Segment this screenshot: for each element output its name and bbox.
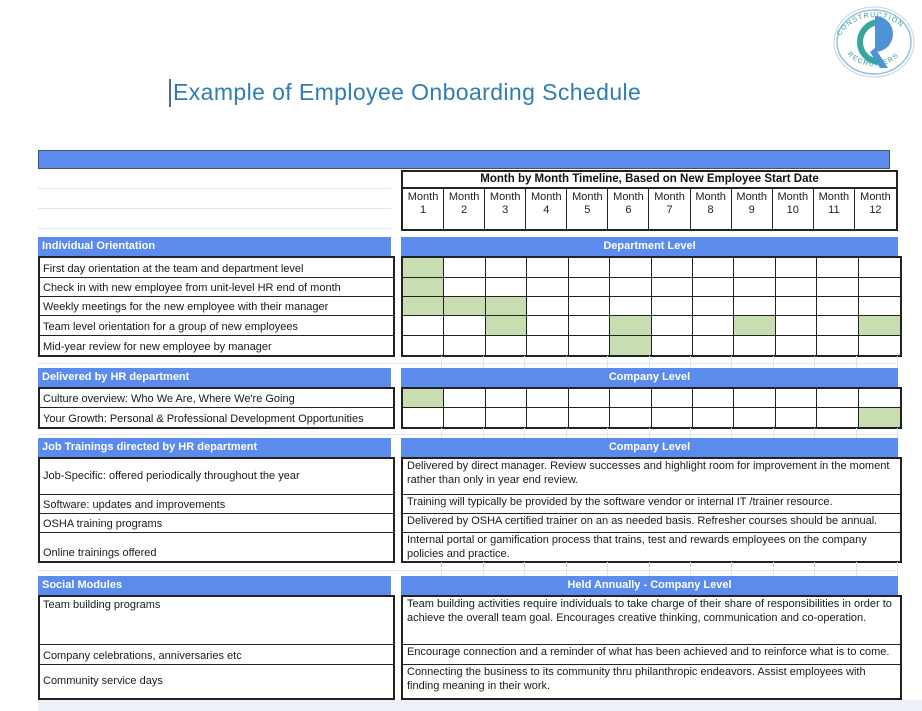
section-label-column: [38, 595, 395, 700]
section-schedule-area: [401, 457, 902, 563]
month-word: Month: [448, 191, 480, 203]
gap-gridline-cell: [567, 428, 608, 438]
empty-month-cell: [652, 297, 693, 315]
gap-gridline-cell: [691, 428, 732, 438]
empty-month-cell: [527, 278, 568, 296]
empty-month-cell: [444, 258, 485, 277]
text-cursor: [169, 79, 171, 107]
schedule-row: [403, 258, 900, 278]
schedule-row: [403, 389, 900, 408]
schedule-row: [403, 297, 900, 316]
month-word: Month: [818, 191, 850, 203]
section-label-column: [38, 457, 395, 563]
gap-gridline-cell: [525, 356, 566, 368]
empty-month-cell: [693, 408, 734, 427]
scheduled-month-cell: [444, 297, 485, 315]
empty-month-cell: [403, 408, 444, 427]
description-cell: Training will typically be provided by the software vendor or internal IT /trainer resource.: [403, 495, 900, 514]
empty-month-cell: [486, 278, 527, 296]
months-header-row: [403, 189, 896, 229]
empty-month-cell: [776, 389, 817, 407]
section-header-right: Department Level: [401, 237, 898, 256]
empty-month-cell: [444, 408, 485, 427]
empty-month-cell: [610, 297, 651, 315]
month-number: 2: [461, 204, 468, 216]
row-label-cell: Job-Specific: offered periodically throughout the year: [40, 459, 393, 495]
gap-gridline-cell: [567, 356, 608, 368]
gap-gridline-cell: [732, 562, 773, 576]
month-column-header: [732, 189, 773, 229]
month-column-header: [855, 189, 896, 229]
empty-month-cell: [569, 278, 610, 296]
gap-gridline-cell: [608, 428, 649, 438]
empty-month-cell: [527, 336, 568, 355]
description-cell: Encourage connection and a reminder of what has been achieved and to reinforce what is to come.: [403, 645, 900, 665]
section-header-left: Individual Orientation: [38, 237, 391, 256]
month-word: Month: [572, 191, 603, 203]
description-cell: Connecting the business to its community thru philanthropic endeavors. Assist employees with finding meaning in their work.: [407, 666, 866, 692]
gap-gridline-cell: [815, 562, 856, 576]
empty-month-cell: [859, 336, 900, 355]
gap-gridline-cell: [774, 428, 815, 438]
gap-gridline-cell: [857, 562, 898, 576]
empty-month-cell: [403, 316, 444, 335]
empty-month-cell: [859, 297, 900, 315]
empty-month-cell: [652, 258, 693, 277]
section-header-left: Job Trainings directed by HR department: [38, 438, 391, 457]
empty-month-cell: [403, 336, 444, 355]
empty-month-cell: [444, 278, 485, 296]
row-label-cell: Culture overview: Who We Are, Where We're Going: [40, 389, 393, 408]
empty-month-cell: [776, 408, 817, 427]
sheet: [38, 150, 898, 702]
month-column-header: [403, 189, 444, 229]
scheduled-month-cell: [610, 316, 651, 335]
empty-month-cell: [776, 297, 817, 315]
gap-gridline-cell: [608, 562, 649, 576]
logo-graphic: [828, 2, 920, 82]
section-gap: [38, 356, 898, 368]
gap-gridline-cell: [401, 428, 442, 438]
gap-gridline-cell: [815, 428, 856, 438]
section-label-column: [38, 387, 395, 429]
logo-bottom-text: RECRUITERS: [845, 50, 901, 69]
gap-gridline-cell: [691, 356, 732, 368]
empty-month-cell: [652, 408, 693, 427]
empty-month-cell: [527, 408, 568, 427]
empty-month-cell: [569, 297, 610, 315]
month-number: 1: [419, 204, 427, 216]
month-column-header: [608, 189, 649, 229]
empty-month-cell: [527, 258, 568, 277]
empty-month-cell: [693, 336, 734, 355]
description-cell: Delivered by OSHA certified trainer on an as needed basis. Refresher courses should be annual.: [403, 514, 900, 533]
gap-gridline-cell: [484, 428, 525, 438]
empty-month-cell: [693, 258, 734, 277]
empty-month-cell: [859, 389, 900, 407]
empty-month-cell: [734, 408, 775, 427]
month-column-header: [485, 189, 526, 229]
empty-month-cell: [652, 278, 693, 296]
month-word: Month: [489, 191, 521, 203]
gap-gridline-cell: [525, 562, 566, 576]
scheduled-month-cell: [403, 389, 444, 407]
gap-column-gridlines: [401, 356, 898, 368]
month-word: Month: [860, 191, 891, 203]
month-number: 3: [502, 204, 509, 216]
month-number: 9: [748, 204, 755, 216]
schedule-row: [403, 316, 900, 336]
month-number: 5: [584, 204, 591, 216]
month-word: Month: [695, 191, 726, 203]
description-cell: Team building activities require individuals to take charge of their share of responsibilities in order to achieve the overall team goal. Encourages creative thinking, communication and co-operation.: [403, 597, 900, 645]
empty-month-cell: [610, 278, 651, 296]
empty-month-cell: [486, 408, 527, 427]
scheduled-month-cell: [403, 297, 444, 315]
row-label-cell: First day orientation at the team and department level: [40, 258, 393, 278]
empty-month-cell: [527, 316, 568, 335]
empty-month-cell: [776, 316, 817, 335]
row-label-cell: Software: updates and improvements: [40, 495, 393, 514]
empty-month-cell: [776, 336, 817, 355]
scheduled-month-cell: [859, 316, 900, 335]
empty-month-cell: [734, 297, 775, 315]
month-number: 10: [786, 204, 799, 216]
scheduled-month-cell: [403, 258, 444, 277]
month-column-header: [526, 189, 567, 229]
section-gap: [38, 428, 898, 438]
company-logo: [828, 2, 920, 87]
month-column-header: [691, 189, 732, 229]
empty-month-cell: [486, 389, 527, 407]
gap-gridline-cell: [857, 428, 898, 438]
empty-month-cell: [734, 336, 775, 355]
empty-month-cell: [734, 278, 775, 296]
gap-gridline-cell: [857, 356, 898, 368]
schedule-row: [403, 408, 900, 427]
empty-month-cell: [693, 316, 734, 335]
row-label-cell: Community service days: [43, 674, 163, 687]
gap-gridline-cell: [567, 562, 608, 576]
gap-gridline-cell: [484, 356, 525, 368]
section-schedule-area: [401, 387, 902, 429]
row-label-cell: Your Growth: Personal & Professional Development Opportunities: [43, 413, 364, 425]
gap-gridline-cell: [401, 356, 442, 368]
month-column-header: [649, 189, 690, 229]
empty-month-cell: [693, 278, 734, 296]
scheduled-month-cell: [403, 278, 444, 296]
scheduled-month-cell: [486, 297, 527, 315]
row-label-cell: Team level orientation for a group of new employees: [40, 316, 393, 336]
gap-gridline-cell: [525, 428, 566, 438]
empty-month-cell: [859, 278, 900, 296]
row-label-cell: Mid-year review for new employee by manager: [43, 341, 272, 353]
empty-month-cell: [817, 278, 858, 296]
empty-month-cell: [486, 258, 527, 277]
empty-month-cell: [817, 408, 858, 427]
bottom-strip: [38, 700, 922, 711]
gap-gridline-cell: [732, 428, 773, 438]
month-number: 11: [828, 204, 840, 216]
gap-gridline-cell: [608, 356, 649, 368]
empty-month-cell: [652, 389, 693, 407]
gap-gridline-cell: [442, 562, 483, 576]
month-number: 8: [707, 204, 714, 216]
month-word: Month: [736, 191, 767, 203]
gap-gridline-cell: [732, 356, 773, 368]
empty-month-cell: [610, 408, 651, 427]
gap-gridline-cell: [691, 562, 732, 576]
gap-gridline-cell: [442, 428, 483, 438]
page-title: Example of Employee Onboarding Schedule: [173, 79, 642, 105]
month-column-header: [444, 189, 485, 229]
month-timeline-header-box: [401, 170, 898, 231]
timeline-title: Month by Month Timeline, Based on New Employee Start Date: [403, 172, 896, 189]
gap-gridline-cell: [484, 562, 525, 576]
empty-month-cell: [569, 408, 610, 427]
section-header-left: Delivered by HR department: [38, 368, 391, 387]
empty-month-cell: [444, 336, 485, 355]
section-header-left: Social Modules: [38, 576, 391, 595]
month-column-header: [814, 189, 855, 229]
empty-month-cell: [610, 258, 651, 277]
section-header-right: Company Level: [401, 438, 898, 457]
row-label-cell: Online trainings offered: [43, 547, 157, 559]
month-column-header: [773, 189, 814, 229]
month-number: 7: [666, 204, 673, 216]
gap-column-gridlines: [401, 562, 898, 576]
empty-month-cell: [444, 389, 485, 407]
empty-month-cell: [610, 389, 651, 407]
section-schedule-area: [401, 256, 902, 357]
empty-month-cell: [734, 389, 775, 407]
section-schedule-area: [401, 595, 902, 700]
row-label-cell: Check in with new employee from unit-level HR end of month: [40, 278, 393, 297]
month-word: Month: [613, 191, 644, 203]
schedule-row: [403, 336, 900, 355]
empty-month-cell: [569, 336, 610, 355]
section-header-right: Company Level: [401, 368, 898, 387]
empty-month-cell: [569, 258, 610, 277]
gap-gridline-cell: [442, 356, 483, 368]
row-label-cell: Team building programs: [40, 597, 393, 645]
gap-gridline-cell: [774, 562, 815, 576]
gap-column-gridlines: [401, 428, 898, 438]
empty-month-cell: [859, 258, 900, 277]
month-number: 4: [543, 204, 550, 216]
gap-gridline-cell: [401, 562, 442, 576]
empty-month-cell: [486, 336, 527, 355]
gap-gridline-cell: [650, 562, 691, 576]
month-number: 6: [625, 204, 632, 216]
empty-month-cell: [817, 389, 858, 407]
scheduled-month-cell: [486, 316, 527, 335]
empty-month-cell: [527, 297, 568, 315]
gap-gridline-cell: [815, 356, 856, 368]
scheduled-month-cell: [859, 408, 900, 427]
description-cell: Delivered by direct manager. Review successes and highlight room for improvement in the moment rather than only in year end review.: [403, 459, 900, 495]
empty-month-cell: [652, 336, 693, 355]
blank-grid-rows: [38, 169, 391, 236]
scheduled-month-cell: [610, 336, 651, 355]
empty-month-cell: [817, 297, 858, 315]
empty-month-cell: [776, 278, 817, 296]
empty-month-cell: [569, 316, 610, 335]
empty-month-cell: [693, 297, 734, 315]
schedule-row: [403, 278, 900, 297]
row-label-cell: Weekly meetings for the new employee with their manager: [40, 297, 393, 316]
empty-month-cell: [734, 258, 775, 277]
empty-month-cell: [817, 316, 858, 335]
gap-gridline-cell: [650, 428, 691, 438]
month-column-header: [567, 189, 608, 229]
gap-gridline-cell: [650, 356, 691, 368]
month-number: 12: [869, 204, 882, 216]
empty-month-cell: [444, 316, 485, 335]
empty-month-cell: [817, 336, 858, 355]
row-label-cell: OSHA training programs: [40, 514, 393, 533]
row-label-cell: Company celebrations, anniversaries etc: [40, 645, 393, 665]
month-word: Month: [777, 191, 809, 203]
empty-month-cell: [652, 316, 693, 335]
month-word: Month: [654, 191, 685, 203]
empty-month-cell: [693, 389, 734, 407]
description-cell: Internal portal or gamification process that trains, test and rewards employees on the company policies and practice.: [407, 534, 867, 560]
empty-month-cell: [569, 389, 610, 407]
gap-gridline-cell: [774, 356, 815, 368]
empty-month-cell: [527, 389, 568, 407]
scheduled-month-cell: [734, 316, 775, 335]
month-word: Month: [407, 191, 439, 203]
month-word: Month: [530, 191, 562, 203]
section-label-column: [38, 256, 395, 357]
empty-month-cell: [776, 258, 817, 277]
section-header-right: Held Annually - Company Level: [401, 576, 898, 595]
logo-top-text: CONSTRUCTION: [836, 11, 905, 38]
table-top-bar: [38, 150, 890, 169]
empty-month-cell: [817, 258, 858, 277]
section-gap: [38, 562, 898, 576]
